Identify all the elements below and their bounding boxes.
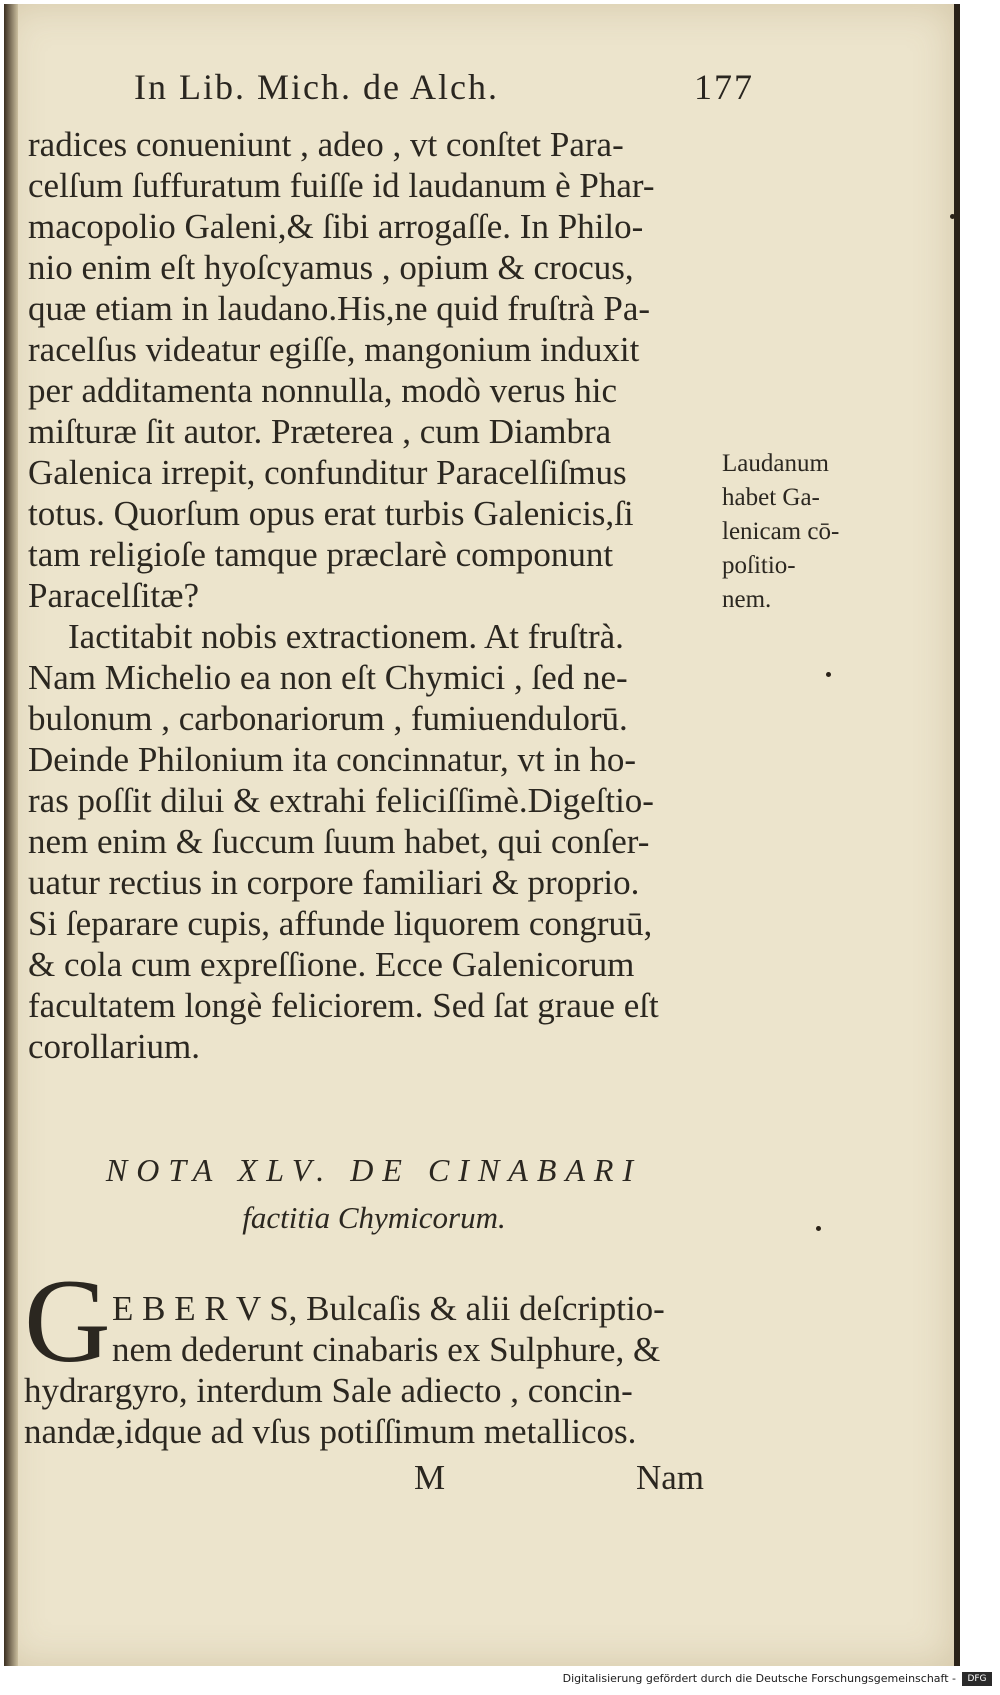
marginal-note xyxy=(722,447,882,617)
margin-line: poſitio- xyxy=(722,552,796,579)
paragraph-3 xyxy=(24,1288,714,1452)
text-line: macopolio Galeni,& ſibi arrogaſſe. In Philo- xyxy=(28,207,644,246)
margin-line: Laudanum xyxy=(722,450,829,477)
text-line: E B E R V S, Bulcaſis & alii deſcriptio- xyxy=(112,1289,665,1328)
margin-line: nem. xyxy=(722,586,772,613)
ink-speck xyxy=(816,1226,821,1231)
text-line: totus. Quorſum opus erat turbis Galenicis,ſi xyxy=(28,494,634,533)
text-line: nandæ,idque ad vſus potiſſimum metallicos. xyxy=(24,1412,637,1451)
text-line: nem dederunt cinabaris ex Sulphure, & xyxy=(112,1330,661,1369)
text-line: corollarium. xyxy=(28,1027,201,1066)
signature-mark: M xyxy=(414,1458,446,1497)
gutter-shadow xyxy=(4,4,18,1666)
drop-capital: G xyxy=(24,1254,111,1387)
running-header xyxy=(134,66,754,116)
running-title: In Lib. Mich. de Alch. xyxy=(134,67,499,107)
text-line: nem enim & ſuccum ſuum habet, qui conſer- xyxy=(28,822,650,861)
text-line: Paracelſitæ? xyxy=(28,576,200,615)
text-line: ras poſſit dilui & extrahi feliciſſimè.Digeſtio- xyxy=(28,781,654,820)
catchword-line xyxy=(404,1458,704,1502)
paragraph-1 xyxy=(28,124,718,1067)
text-line: Galenica irrepit, confunditur Paracelſiſmus xyxy=(28,453,627,492)
text-line: per additamenta nonnulla, modò verus hic xyxy=(28,371,618,410)
margin-line: habet Ga- xyxy=(722,484,820,511)
footer-bar xyxy=(0,1670,1000,1695)
text-line: nio enim eſt hyoſcyamus , opium & crocus, xyxy=(28,248,634,287)
section-heading: NOTA XLV. DE CINABARI xyxy=(105,1152,643,1188)
text-line: Nam Michelio ea non eſt Chymici , ſed ne- xyxy=(28,658,628,697)
text-line: Si ſeparare cupis, affunde liquorem congruū, xyxy=(28,904,653,943)
text-line: hydrargyro, interdum Sale adiecto , concin- xyxy=(24,1371,633,1410)
section-subheading: factitia Chymicorum. xyxy=(242,1200,506,1235)
dfg-logo: DFG xyxy=(962,1672,992,1686)
text-line: radices conueniunt , adeo , vt conſtet Para- xyxy=(28,125,624,164)
ink-speck xyxy=(950,214,955,219)
book-page xyxy=(4,4,960,1666)
folio-number: 177 xyxy=(694,67,754,107)
text-line: Iactitabit nobis extractionem. At fruſtrà. xyxy=(68,617,624,656)
text-line: Deinde Philonium ita concinnatur, vt in ho- xyxy=(28,740,637,779)
text-line: celſum ſuffuratum fuiſſe id laudanum è Phar- xyxy=(28,166,655,205)
text-line: racelſus videatur egiſſe, mangonium induxit xyxy=(28,330,640,369)
text-line: & cola cum expreſſione. Ecce Galenicorum xyxy=(28,945,635,984)
catchword: Nam xyxy=(635,1458,704,1497)
margin-line: lenicam cō- xyxy=(722,518,840,545)
ink-speck xyxy=(826,672,831,677)
text-line: uatur rectius in corpore familiari & proprio. xyxy=(28,863,640,902)
text-line: facultatem longè feliciorem. Sed ſat graue eſt xyxy=(28,986,659,1025)
text-line: miſturæ ſit autor. Præterea , cum Diambra xyxy=(28,412,612,451)
text-line: quæ etiam in laudano.His,ne quid fruſtrà Pa- xyxy=(28,289,651,328)
text-line: bulonum , carbonariorum , fumiuendulorū. xyxy=(28,699,628,738)
text-line: tam religioſe tamque præclarè componunt xyxy=(28,535,614,574)
footer-credit: Digitalisierung gefördert durch die Deutsche Forschungsgemeinschaft - xyxy=(562,1672,956,1685)
